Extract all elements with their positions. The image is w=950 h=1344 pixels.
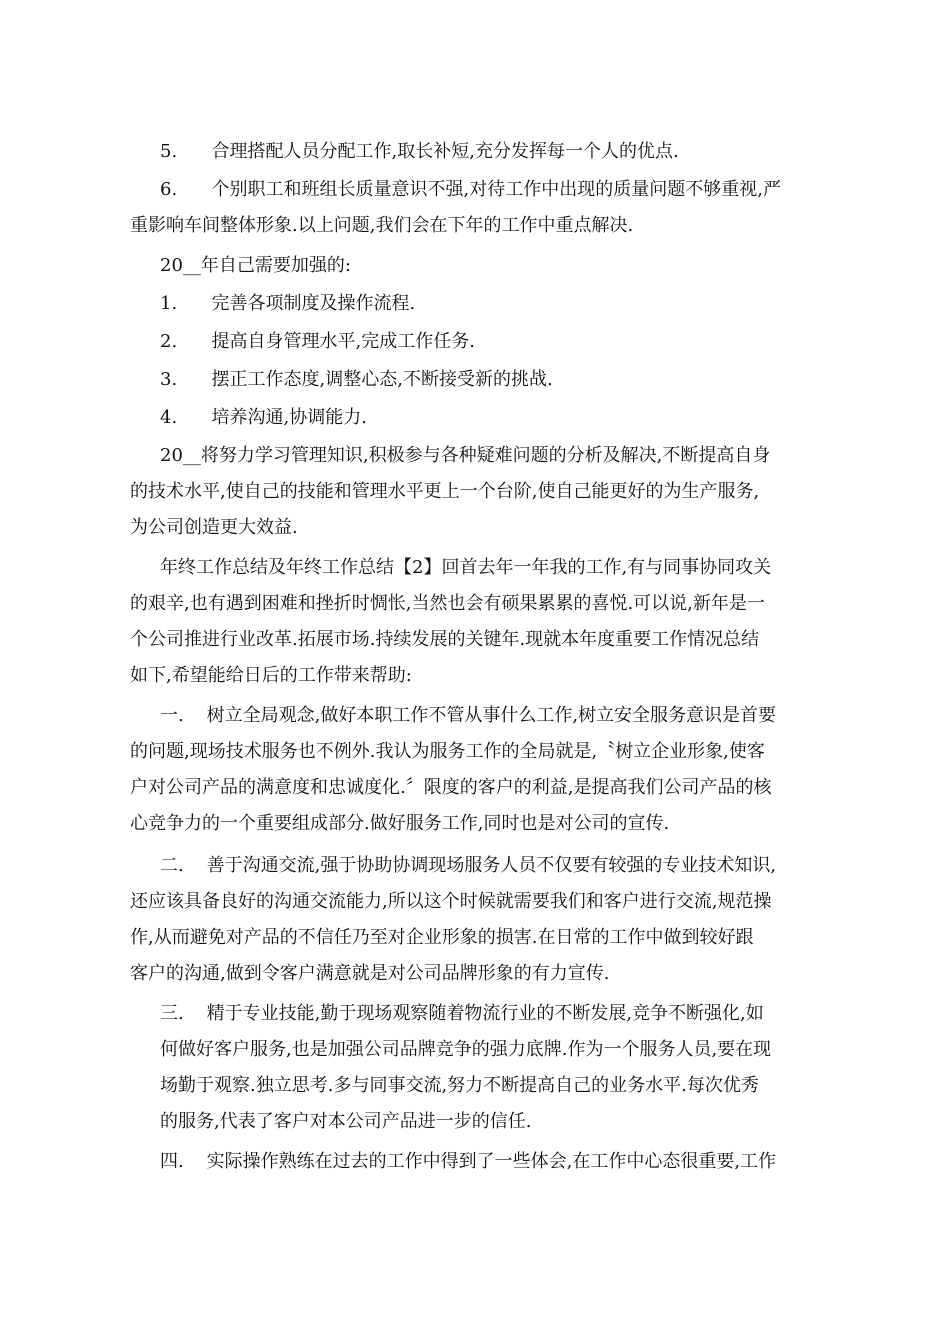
text-line: 6. 个别职工和班组长质量意识不强,对待工作中出现的质量问题不够重视,严 — [160, 179, 781, 200]
text-line: 的问题,现场技术服务也不例外.我认为服务工作的全局就是,〝树立企业形象,使客 — [130, 741, 765, 762]
text-line: 四. 实际操作熟练在过去的工作中得到了一些体会,在工作中心态很重要,工作 — [160, 1151, 777, 1172]
text-line: 还应该具备良好的沟通交流能力,所以这个时候就需要我们和客户进行交流,规范操 — [130, 891, 772, 912]
text-line: 个公司推进行业改革.拓展市场.持续发展的关键年.现就本年度重要工作情况总结 — [130, 629, 760, 650]
text-line: 3. 摆正工作态度,调整心态,不断接受新的挑战. — [160, 369, 553, 390]
text-line: 客户的沟通,做到令客户满意就是对公司品牌形象的有力宣传. — [130, 963, 610, 984]
text-line: 何做好客户服务,也是加强公司品牌竞争的强力底牌.作为一个服务人员,要在现 — [160, 1039, 772, 1060]
text-line: 二. 善于沟通交流,强于协助协调现场服务人员不仅要有较强的专业技术知识, — [160, 855, 777, 876]
text-line: 5. 合理搭配人员分配工作,取长补短,充分发挥每一个人的优点. — [160, 141, 679, 162]
text-line: 的服务,代表了客户对本公司产品进一步的信任. — [160, 1111, 532, 1132]
text-line: 1. 完善各项制度及操作流程. — [160, 293, 416, 314]
text-line: 心竞争力的一个重要组成部分.做好服务工作,同时也是对公司的宣传. — [130, 813, 670, 834]
text-line: 20__将努力学习管理知识,积极参与各种疑难问题的分析及解决,不断提高自身 — [160, 445, 771, 466]
text-line: 年终工作总结及年终工作总结【2】回首去年一年我的工作,有与同事协同攻关 — [160, 557, 772, 578]
text-line: 的技术水平,使自己的技能和管理水平更上一个台阶,使自己能更好的为生产服务, — [130, 481, 760, 502]
text-line: 2. 提高自身管理水平,完成工作任务. — [160, 331, 475, 352]
text-line: 的艰辛,也有遇到困难和挫折时惆怅,当然也会有硕果累累的喜悦.可以说,新年是一 — [130, 593, 765, 614]
text-line: 三. 精于专业技能,勤于现场观察随着物流行业的不断发展,竞争不断强化,如 — [160, 1003, 764, 1024]
text-line: 如下,希望能给日后的工作带来帮助: — [130, 665, 412, 686]
text-line: 4. 培养沟通,协调能力. — [160, 407, 367, 428]
paragraph-section-4 — [160, 1148, 777, 1256]
text-line: 作,从而避免对产品的不信任乃至对企业形象的损害.在日常的工作中做到较好跟 — [130, 927, 754, 948]
text-line: 一. 树立全局观念,做好本职工作不管从事什么工作,树立安全服务意识是首要 — [160, 705, 777, 726]
text-line: 为公司创造更大效益. — [130, 517, 298, 538]
text-line: 户对公司产品的满意度和忠诚度化.〞限度的客户的利益,是提高我们公司产品的核 — [130, 777, 772, 798]
text-line: 重影响车间整体形象.以上问题,我们会在下年的工作中重点解决. — [130, 215, 634, 236]
text-line: 20__年自己需要加强的: — [160, 255, 351, 276]
text-line: 场勤于观察.独立思考.多与同事交流,努力不断提高自己的业务水平.每次优秀 — [160, 1075, 759, 1096]
